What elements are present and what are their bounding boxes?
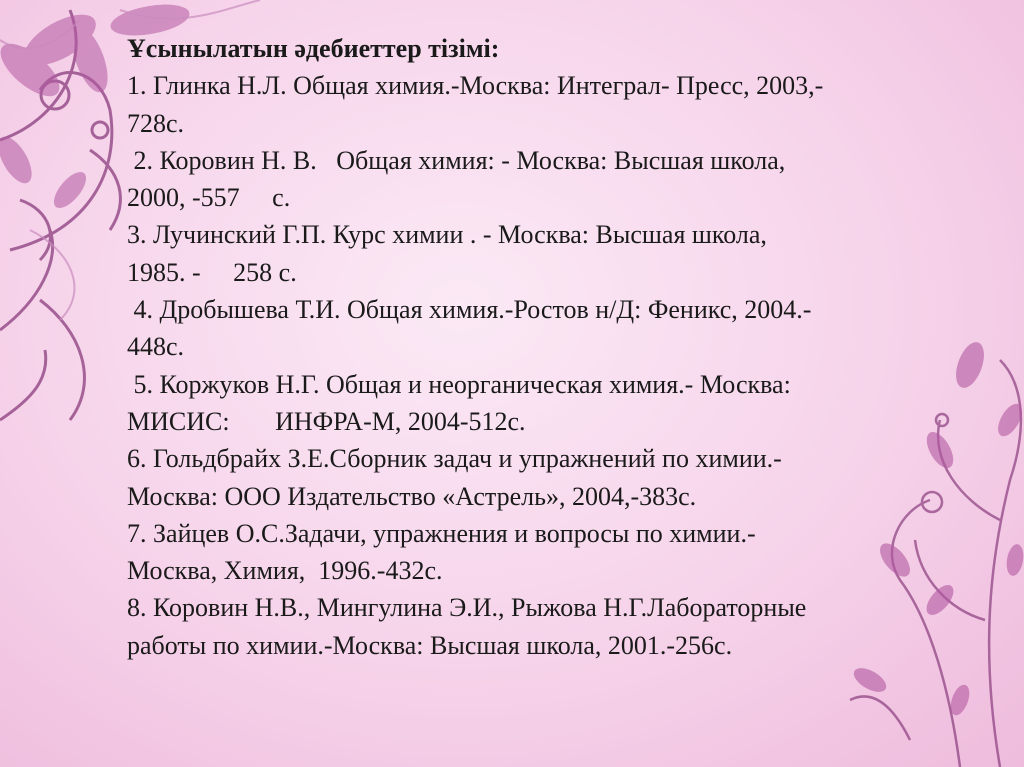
reference-line: 448с. (127, 332, 185, 362)
reference-line: 728с. (127, 108, 185, 138)
reference-line: 2. Коровин Н. В. Общая химия: - Москва: Высшая школа, (127, 145, 786, 175)
references-text-block (127, 30, 987, 664)
reference-line: МИСИС: ИНФРА-М, 2004-512с. (127, 406, 526, 436)
reference-line: работы по химии.-Москва: Высшая школа, 2001.-256с. (127, 630, 733, 660)
references-title: Ұсынылатын әдебиеттер тізімі: (127, 34, 500, 63)
reference-line: 6. Гольдбрайх З.Е.Сборник задач и упражнений по химии.- (127, 444, 782, 474)
reference-line: 5. Коржуков Н.Г. Общая и неорганическая химия.- Москва: (127, 369, 791, 399)
reference-line: 4. Дробышева Т.И. Общая химия.-Ростов н/Д: Феникс, 2004.- (127, 295, 812, 325)
reference-line: 1985. - 258 с. (127, 257, 297, 287)
reference-line: 1. Глинка Н.Л. Общая химия.-Москва: Интеграл- Пресс, 2003,- (127, 71, 824, 101)
reference-line: 3. Лучинский Г.П. Курс химии . - Москва: Высшая школа, (127, 220, 767, 250)
reference-line: 7. Зайцев О.С.Задачи, упражнения и вопросы по химии.- (127, 518, 756, 548)
reference-line: 2000, -557 с. (127, 183, 291, 213)
reference-line: 8. Коровин Н.В., Мингулина Э.И., Рыжова Н.Г.Лабораторные (127, 593, 807, 623)
reference-line: Москва: ООО Издательство «Астрель», 2004,-383с. (127, 481, 697, 511)
reference-line: Москва, Химия, 1996.-432с. (127, 556, 443, 586)
